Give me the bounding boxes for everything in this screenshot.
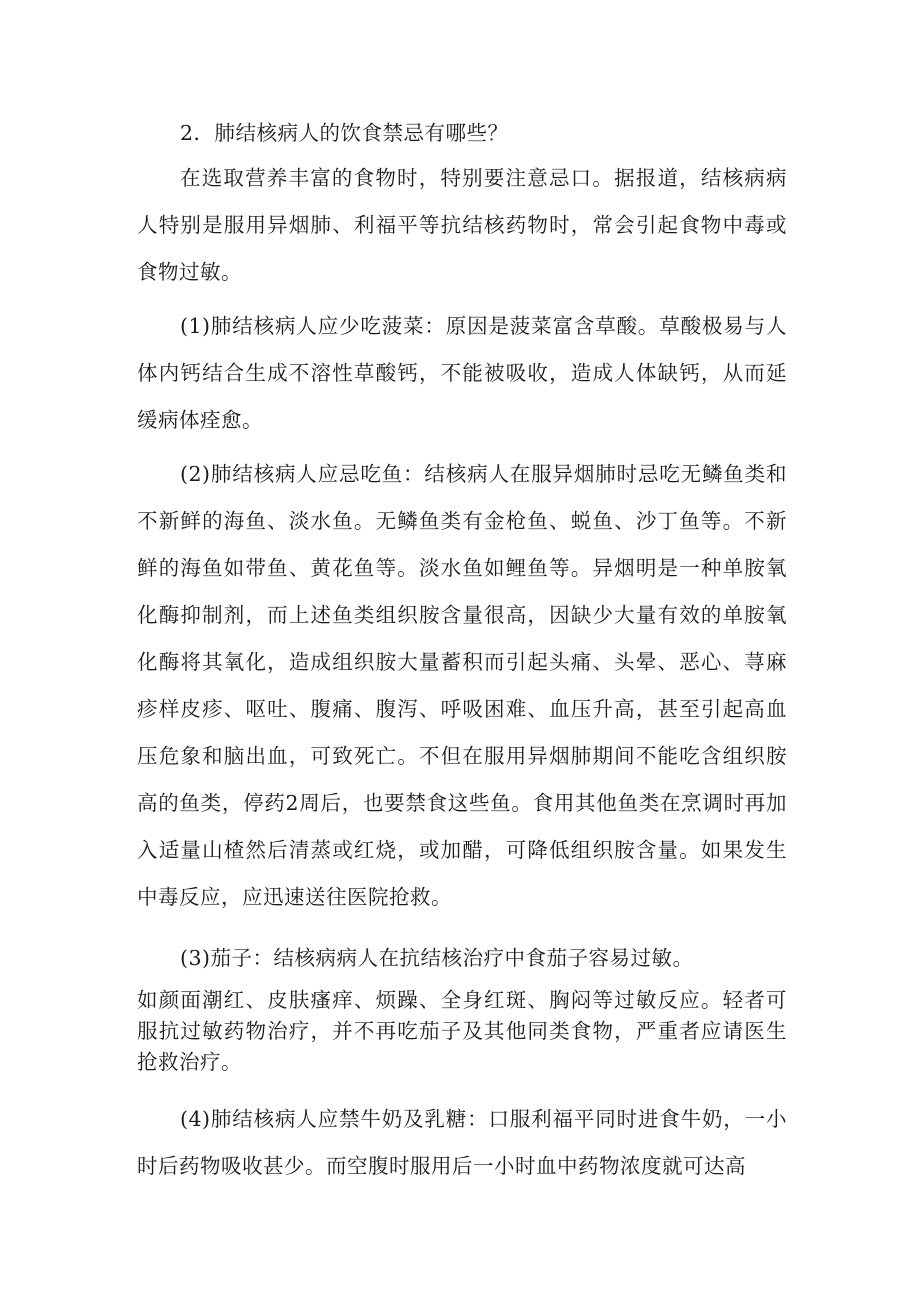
- paragraph-item-3-continued: 如颜面潮红、皮肤瘙痒、烦躁、全身红斑、胸闷等过敏反应。轻者可服抗过敏药物治疗，并不再吃茄子及其他同类食物，严重者应请医生抢救治疗。: [137, 988, 787, 1074]
- intro-paragraph: 在选取营养丰富的食物时，特别要注意忌口。据报道，结核病病人特别是服用异烟肺、利福平等抗结核药物时，常会引起食物中毒或食物过敏。: [137, 166, 787, 284]
- section-heading: 2．肺结核病人的饮食禁忌有哪些？: [180, 121, 509, 145]
- paragraph-item-4-milk: (4)肺结核病人应禁牛奶及乳糖：口服利福平同时进食牛奶，一小时后药物吸收甚少。而空腹时服用后一小时血中药物浓度就可达高: [137, 1107, 787, 1178]
- paragraph-item-3-eggplant: (3)茄子：结核病病人在抗结核治疗中食茄子容易过敏。: [180, 946, 694, 970]
- paragraph-item-2-fish: (2)肺结核病人应忌吃鱼：结核病人在服异烟肺时忌吃无鳞鱼类和不新鲜的海鱼、淡水鱼。无鳞鱼类有金枪鱼、蜕鱼、沙丁鱼等。不新鲜的海鱼如带鱼、黄花鱼等。淡水鱼如鲤鱼等。异烟明是一种单胺氧化酶抑制剂，而上述鱼类组织胺含量很高，因缺少大量有效的单胺氧化酶将其氧化，造成组织胺大量蓄积而引起头痛、头晕、恶心、荨麻疹样皮疹、呕吐、腹痛、腹泻、呼吸困难、血压升高，甚至引起高血压危象和脑出血，可致死亡。不但在服用异烟肺期间不能吃含组织胺高的鱼类，停药2周后，也要禁食这些鱼。食用其他鱼类在烹调时再加入适量山楂然后清蒸或红烧，或加醋，可降低组织胺含量。如果发生中毒反应，应迅速送往医院抢救。: [137, 462, 787, 909]
- paragraph-item-1-spinach: (1)肺结核病人应少吃菠菜：原因是菠菜富含草酸。草酸极易与人体内钙结合生成不溶性草酸钙，不能被吸收，造成人体缺钙，从而延缓病体痊愈。: [137, 314, 787, 432]
